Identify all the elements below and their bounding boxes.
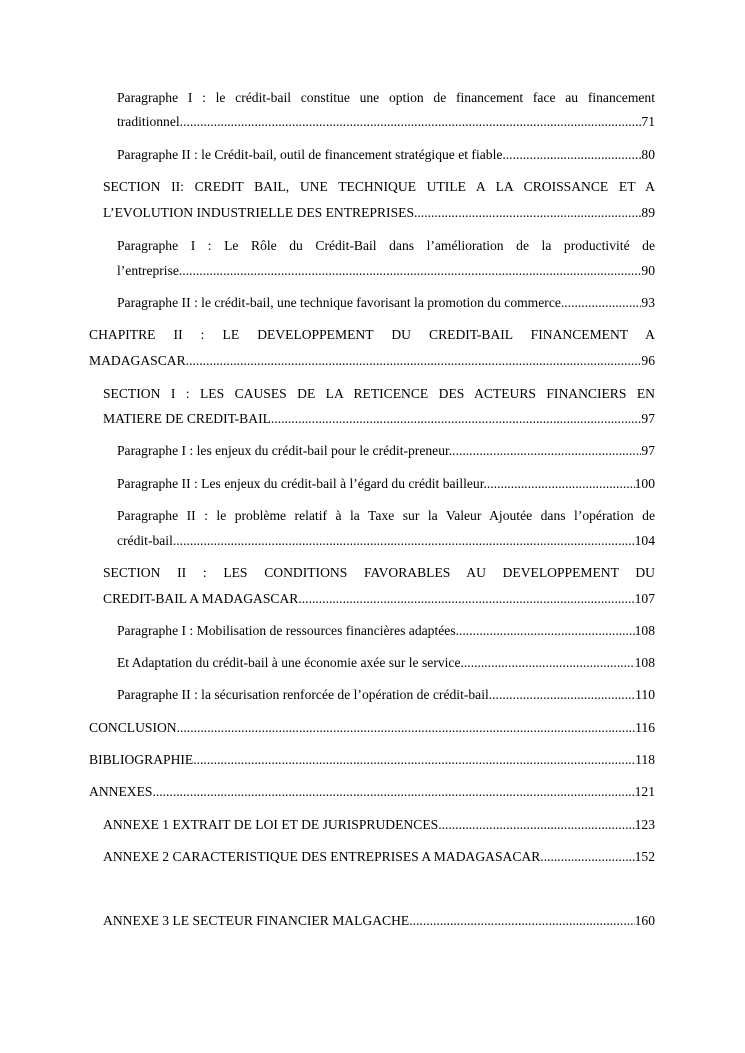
toc-entry-leader-line (117, 654, 655, 672)
toc-entry-title-line: SECTION I : LES CAUSES DE LA RETICENCE DES ACTEURS FINANCIERS EN (103, 386, 655, 401)
toc-entry-title: l’entreprise. (117, 263, 183, 278)
toc-entry-title: MATIERE DE CREDIT-BAIL. (103, 411, 275, 426)
toc-entry-title: Paragraphe II : Les enjeux du crédit-bail à l’égard du crédit bailleur. (117, 476, 487, 491)
toc-entry-title: ANNEXES (89, 784, 153, 799)
toc-page-number: 108 (634, 623, 655, 638)
toc-entry-leader-line (103, 590, 655, 608)
toc-entry-title: CONCLUSION (89, 720, 177, 735)
toc-page-number: 97 (641, 411, 655, 426)
dot-leader (183, 113, 641, 131)
dot-leader (186, 352, 642, 370)
toc-page-number: 104 (634, 533, 655, 548)
toc-entry-leader-line (103, 816, 655, 834)
toc-entry-leader-line (117, 146, 655, 164)
toc-entry-leader-line (117, 113, 655, 131)
toc-page-number: 97 (641, 443, 655, 458)
toc-entry-title: Paragraphe II : le Crédit-bail, outil de financement stratégique et fiable. (117, 147, 506, 162)
toc-entry-leader-line (117, 442, 655, 460)
toc-entry-title: Et Adaptation du crédit-bail à une économie axée sur le service. (117, 655, 464, 670)
dot-leader (464, 654, 635, 672)
dot-leader (456, 622, 635, 640)
toc-page-number: 80 (641, 147, 655, 162)
dot-leader (417, 204, 641, 222)
toc-entry-title: crédit-bail. (117, 533, 177, 548)
toc-entry-leader-line (103, 204, 655, 222)
toc-entry-leader-line (89, 719, 655, 737)
dot-leader (492, 686, 635, 704)
toc-entry-leader-line (103, 848, 655, 866)
dot-leader (438, 816, 634, 834)
toc-entry-leader-line (117, 686, 655, 704)
dot-leader (540, 848, 634, 866)
toc-entry-title: MADAGASCAR (89, 353, 186, 368)
toc-entry-title-line: Paragraphe I : Le Rôle du Crédit-Bail dans l’amélioration de la productivité de (117, 238, 655, 253)
toc-page-number: 107 (634, 591, 655, 606)
toc-entry-title-line: Paragraphe I : le crédit-bail constitue une option de financement face au financement (117, 90, 655, 105)
toc-page-number: 89 (641, 205, 655, 220)
toc-entry-title: CREDIT-BAIL A MADAGASCAR. (103, 591, 302, 606)
toc-entry-title-line: SECTION II: CREDIT BAIL, UNE TECHNIQUE UTILE A LA CROISSANCE ET A (103, 179, 655, 194)
toc-entry-leader-line (117, 475, 655, 493)
toc-entry-leader-line (103, 410, 655, 428)
toc-page-number: 71 (641, 114, 655, 129)
toc-page-number: 90 (641, 263, 655, 278)
toc-entry-leader-line (117, 622, 655, 640)
toc-entry-leader-line (89, 783, 655, 801)
toc-page-number: 100 (634, 476, 655, 491)
toc-entry-title: Paragraphe II : le crédit-bail, une technique favorisant la promotion du commerce. (117, 295, 565, 310)
toc-entry-title: ANNEXE 3 LE SECTEUR FINANCIER MALGACHE. (103, 913, 413, 928)
toc-entry-title: ANNEXE 2 CARACTERISTIQUE DES ENTREPRISES A MADAGASACAR (103, 849, 541, 864)
dot-leader (152, 783, 634, 801)
toc-page-number: 110 (635, 687, 655, 702)
toc-page-number: 152 (634, 849, 655, 864)
toc-entry-title: L’EVOLUTION INDUSTRIELLE DES ENTREPRISES. (103, 205, 418, 220)
toc-entry-title: Paragraphe I : Mobilisation de ressources financières adaptées (117, 623, 456, 638)
dot-leader (176, 532, 634, 550)
toc-entry-title: ANNEXE 1 EXTRAIT DE LOI ET DE JURISPRUDENCES (103, 817, 439, 832)
toc-entry-title: traditionnel. (117, 114, 184, 129)
toc-page-number: 116 (635, 720, 655, 735)
dot-leader (274, 410, 641, 428)
toc-entry-leader-line (89, 352, 655, 370)
dot-leader (506, 146, 642, 164)
toc-page-number: 121 (634, 784, 655, 799)
dot-leader (182, 262, 641, 280)
toc-entry-title-line: SECTION II : LES CONDITIONS FAVORABLES AU DEVELOPPEMENT DU (103, 565, 655, 580)
dot-leader (487, 475, 635, 493)
toc-entry-leader-line (117, 262, 655, 280)
toc-entry-leader-line (117, 532, 655, 550)
toc-entry-leader-line (103, 912, 655, 930)
toc-entry-title: Paragraphe I : les enjeux du crédit-bail pour le crédit-preneur. (117, 443, 453, 458)
toc-page-number: 123 (634, 817, 655, 832)
toc-page-number: 118 (635, 752, 655, 767)
dot-leader (302, 590, 635, 608)
toc-entry-title-line: Paragraphe II : le problème relatif à la Taxe sur la Valeur Ajoutée dans l’opération de (117, 508, 655, 523)
toc-entry-title: BIBLIOGRAPHIE (89, 752, 194, 767)
dot-leader (413, 912, 635, 930)
dot-leader (177, 719, 636, 737)
dot-leader (193, 751, 635, 769)
toc-entry-leader-line (89, 751, 655, 769)
toc-entry-title-line: CHAPITRE II : LE DEVELOPPEMENT DU CREDIT-BAIL FINANCEMENT A (89, 327, 655, 342)
toc-page-number: 93 (641, 295, 655, 310)
toc-page-number: 160 (634, 913, 655, 928)
dot-leader (452, 442, 641, 460)
dot-leader (564, 294, 641, 312)
toc-entry-leader-line (117, 294, 655, 312)
toc-entry-title: Paragraphe II : la sécurisation renforcée de l’opération de crédit-bail. (117, 687, 493, 702)
toc-page-number: 108 (634, 655, 655, 670)
toc-page-number: 96 (641, 353, 655, 368)
